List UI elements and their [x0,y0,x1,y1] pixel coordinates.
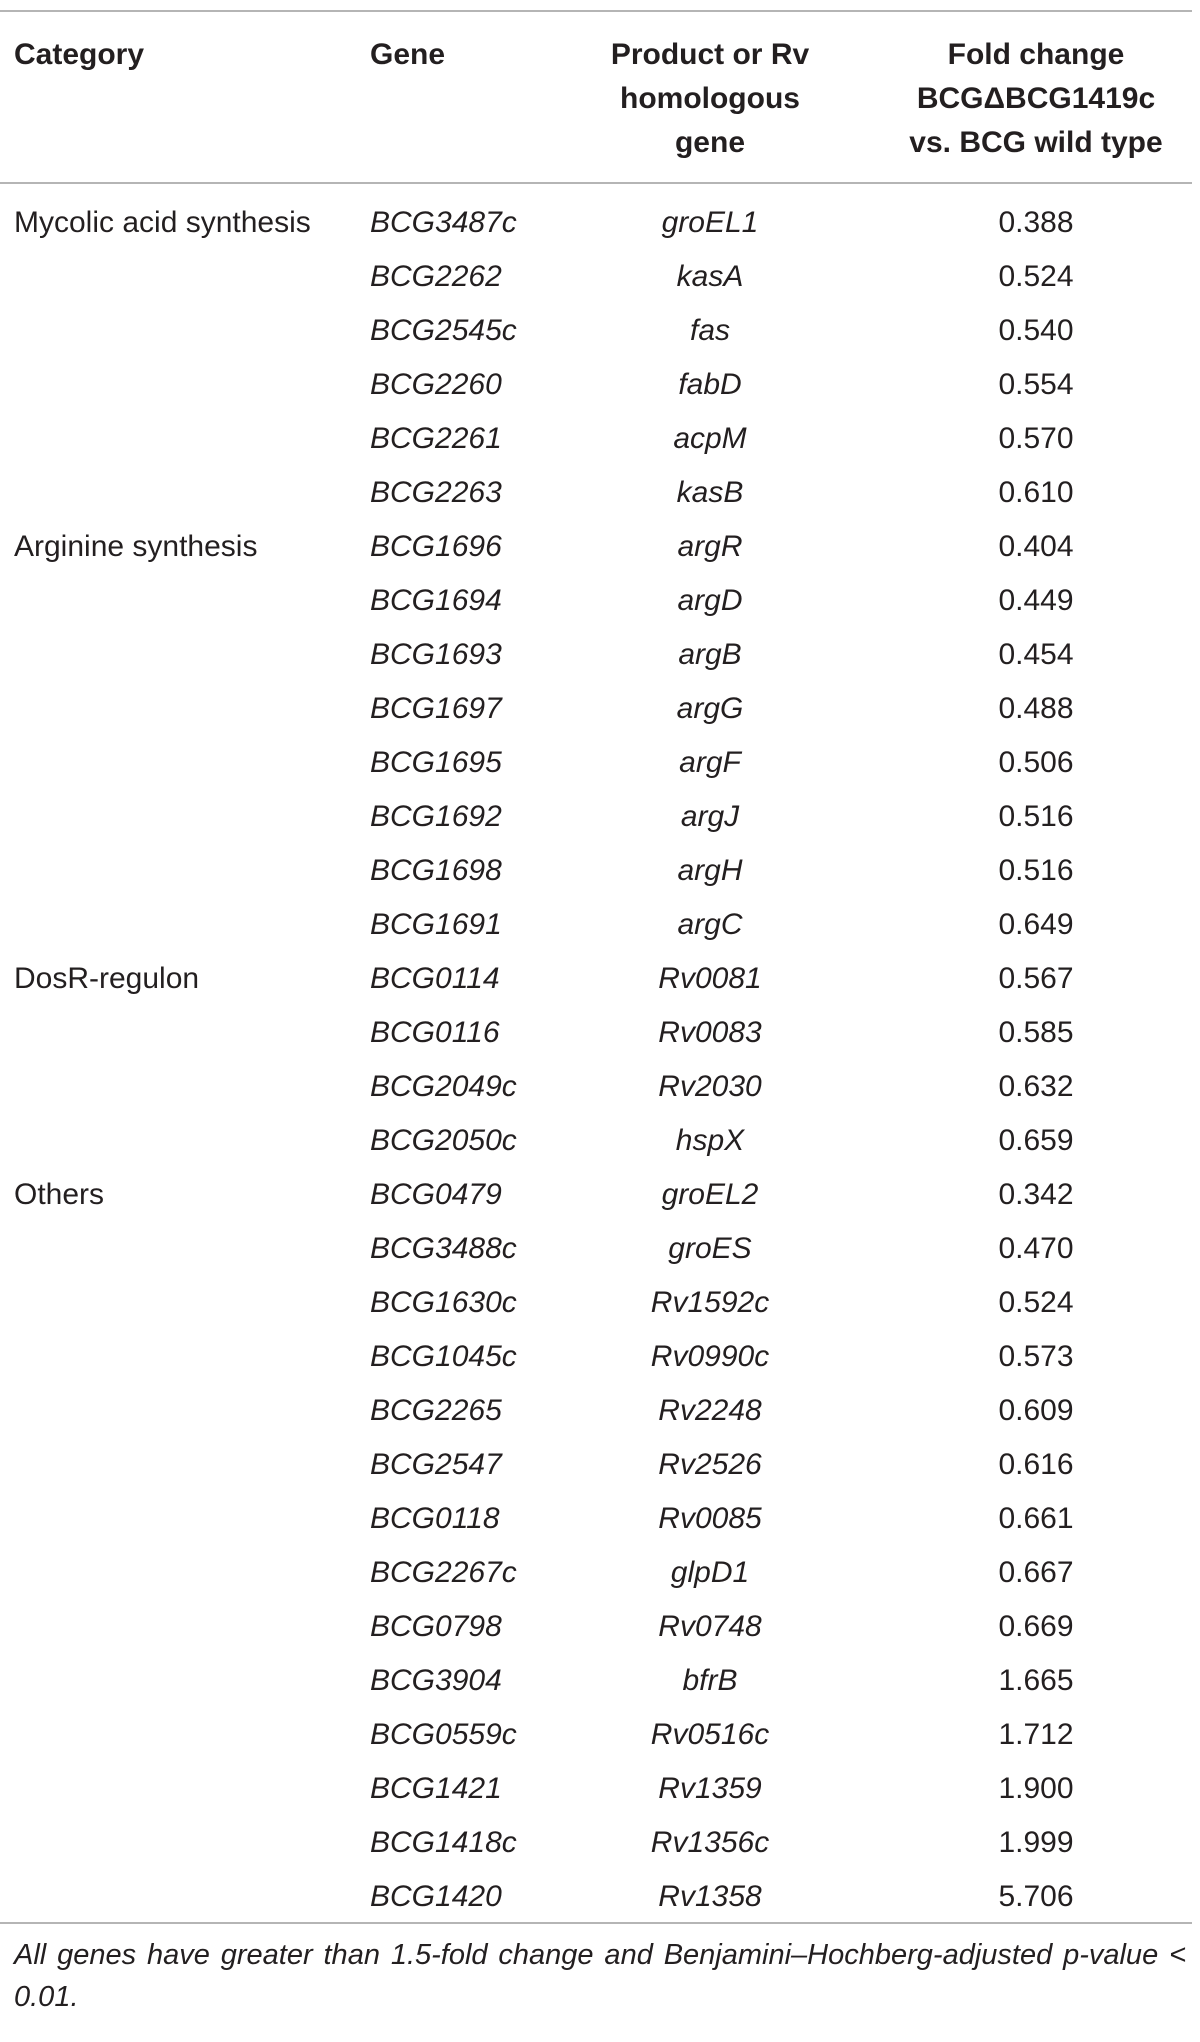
table-row [0,898,1192,952]
fold-change-cell: 0.659 [998,1124,1074,1157]
product-cell: acpM [673,422,747,455]
fold-change-cell: 0.470 [998,1232,1074,1265]
product-cell: Rv0990c [650,1340,770,1373]
table-row [0,1276,1192,1330]
table-row [0,520,1192,574]
fold-change-cell: 0.661 [998,1502,1074,1535]
gene-cell: BCG1418c [370,1826,517,1859]
fold-change-cell: 1.665 [998,1664,1074,1697]
gene-cell: BCG1420 [370,1880,502,1913]
gene-cell: BCG2545c [370,314,517,347]
gene-cell: BCG1691 [370,908,502,941]
gene-cell: BCG2262 [370,260,502,293]
table-row [0,1492,1192,1546]
header-product-line: Product or Rv [610,38,810,71]
fold-change-cell: 0.632 [998,1070,1074,1103]
category-cell: DosR-regulon [14,962,200,995]
table-row [0,412,1192,466]
gene-cell: BCG2260 [370,368,502,401]
gene-cell: BCG0116 [370,1016,500,1049]
fold-change-cell: 0.616 [998,1448,1074,1481]
table-row [0,844,1192,898]
table-body [0,196,1192,1924]
fold-change-cell: 1.999 [998,1826,1074,1859]
fold-change-cell: 0.506 [998,746,1074,779]
gene-cell: BCG0559c [370,1718,517,1751]
bottom-rule [0,1922,1192,1924]
product-cell: argG [676,692,744,725]
fold-change-cell: 0.516 [998,800,1074,833]
header-fold-line: Fold change [947,38,1125,71]
gene-cell: BCG1695 [370,746,502,779]
table-row [0,952,1192,1006]
top-rule [0,10,1192,12]
product-cell: Rv0085 [658,1502,762,1535]
table-row [0,736,1192,790]
gene-cell: BCG2547 [370,1448,502,1481]
fold-change-cell: 0.567 [998,962,1074,995]
table-row [0,790,1192,844]
gene-cell: BCG1693 [370,638,502,671]
product-cell: Rv1356c [650,1826,770,1859]
table-row [0,304,1192,358]
table-row [0,1384,1192,1438]
product-cell: argD [677,584,743,617]
gene-cell: BCG3487c [370,206,517,239]
product-cell: Rv2526 [658,1448,762,1481]
product-cell: glpD1 [670,1556,750,1589]
header-product-line: homologous [620,82,800,115]
header-product-line: gene [674,126,746,159]
gene-cell: BCG1045c [370,1340,517,1373]
fold-change-cell: 0.649 [998,908,1074,941]
gene-cell: BCG3488c [370,1232,517,1265]
product-cell: Rv0748 [658,1610,762,1643]
product-cell: kasB [676,476,744,509]
fold-change-cell: 0.516 [998,854,1074,887]
category-cell: Arginine synthesis [14,530,258,563]
fold-change-cell: 0.669 [998,1610,1074,1643]
gene-cell: BCG1692 [370,800,502,833]
gene-cell: BCG1421 [370,1772,502,1805]
product-cell: groEL1 [661,206,759,239]
table-row [0,466,1192,520]
table-row [0,1168,1192,1222]
gene-cell: BCG1696 [370,530,502,563]
product-cell: argC [677,908,743,941]
fold-change-cell: 0.454 [998,638,1074,671]
fold-change-cell: 0.554 [998,368,1074,401]
fold-change-cell: 0.342 [998,1178,1074,1211]
table-row [0,1816,1192,1870]
fold-change-cell: 0.488 [998,692,1074,725]
table-row [0,1708,1192,1762]
header-rule [0,182,1192,184]
fold-change-cell: 0.585 [998,1016,1074,1049]
product-cell: Rv2030 [658,1070,762,1103]
fold-change-cell: 0.570 [998,422,1074,455]
header-product [560,33,860,165]
gene-cell: BCG2050c [370,1124,517,1157]
product-cell: argJ [680,800,740,833]
header-fold-line: vs. BCG wild type [909,126,1163,159]
fold-change-cell: 0.404 [998,530,1074,563]
table-row [0,1006,1192,1060]
table-footnote: All genes have greater than 1.5-fold change and Benjamini–Hochberg-adjusted p-value < 0.01. [14,1939,1186,2013]
header-category: Category [14,38,145,71]
product-cell: bfrB [682,1664,738,1697]
table-row [0,1762,1192,1816]
table-row [0,1114,1192,1168]
header-fold-line: BCGΔBCG1419c [916,82,1156,115]
category-cell: Mycolic acid synthesis [14,206,311,239]
gene-cell: BCG2265 [370,1394,502,1427]
fold-change-cell: 0.540 [998,314,1074,347]
fold-change-cell: 0.573 [998,1340,1074,1373]
gene-cell: BCG0118 [370,1502,500,1535]
product-cell: Rv1358 [658,1880,762,1913]
product-cell: argH [677,854,743,887]
product-cell: Rv0516c [650,1718,770,1751]
product-cell: fas [689,314,731,347]
fold-change-cell: 5.706 [998,1880,1074,1913]
table-row [0,1870,1192,1924]
product-cell: fabD [678,368,742,401]
product-cell: Rv0081 [658,962,762,995]
gene-cell: BCG0114 [370,962,500,995]
table-row [0,628,1192,682]
fold-change-cell: 0.524 [998,1286,1074,1319]
header-gene: Gene [370,38,446,71]
fold-change-cell: 0.667 [998,1556,1074,1589]
fold-change-cell: 1.900 [998,1772,1074,1805]
gene-cell: BCG0479 [370,1178,502,1211]
product-cell: argR [677,530,743,563]
table-row [0,358,1192,412]
gene-cell: BCG2261 [370,422,502,455]
fold-change-cell: 1.712 [998,1718,1074,1751]
product-cell: argF [679,746,741,779]
gene-cell: BCG1694 [370,584,502,617]
header-fold-change [880,33,1192,165]
product-cell: groEL2 [661,1178,759,1211]
table-row [0,1060,1192,1114]
gene-cell: BCG1630c [370,1286,517,1319]
fold-change-cell: 0.388 [998,206,1074,239]
table-row [0,574,1192,628]
gene-cell: BCG1697 [370,692,502,725]
product-cell: argB [678,638,742,671]
fold-change-cell: 0.609 [998,1394,1074,1427]
gene-cell: BCG1698 [370,854,502,887]
product-cell: groES [668,1232,752,1265]
fold-change-cell: 0.449 [998,584,1074,617]
gene-cell: BCG2263 [370,476,502,509]
product-cell: kasA [676,260,744,293]
table-row [0,250,1192,304]
table-row [0,1438,1192,1492]
table-row [0,1330,1192,1384]
table-row [0,682,1192,736]
gene-cell: BCG2267c [370,1556,517,1589]
table-row [0,1654,1192,1708]
gene-cell: BCG3904 [370,1664,502,1697]
fold-change-cell: 0.524 [998,260,1074,293]
product-cell: Rv1592c [650,1286,770,1319]
product-cell: hspX [675,1124,745,1157]
gene-cell: BCG0798 [370,1610,502,1643]
product-cell: Rv0083 [658,1016,762,1049]
product-cell: Rv1359 [658,1772,762,1805]
category-cell: Others [14,1178,105,1211]
gene-cell: BCG2049c [370,1070,517,1103]
fold-change-cell: 0.610 [998,476,1074,509]
product-cell: Rv2248 [658,1394,762,1427]
table-row [0,1222,1192,1276]
table-row [0,1600,1192,1654]
table-row [0,1546,1192,1600]
table-row [0,196,1192,250]
